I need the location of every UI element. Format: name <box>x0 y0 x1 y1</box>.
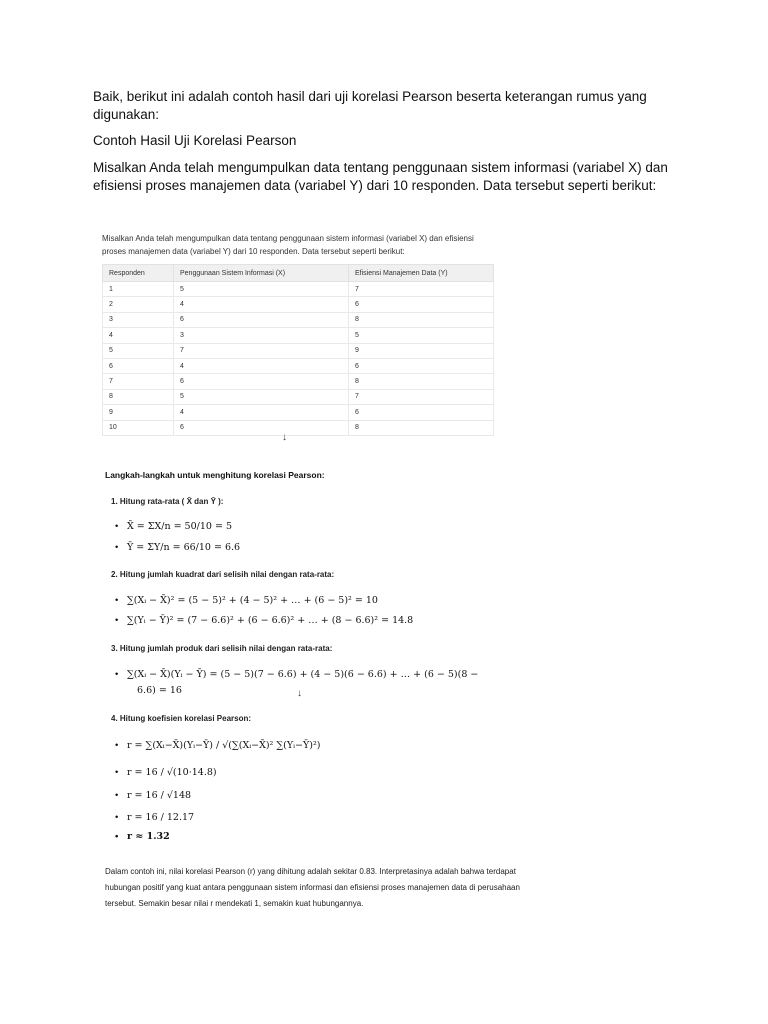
cell-x: 3 <box>174 328 349 343</box>
header-responden: Responden <box>103 265 174 282</box>
conclusion-paragraph: Dalam contoh ini, nilai korelasi Pearson (r) yang dihitung adalah sekitar 0.83. Interpretasinya adalah bahwa terdapat hubungan positif yang kuat antara penggunaan sistem informasi dan efisiensi proses manajemen data di perusahaan tersebut. Semakin besar nilai r mendekati 1, semakin kuat hubungannya. <box>105 867 520 908</box>
step-1-mean-y: • Ȳ = ΣY/n = 66/10 = 6.6 <box>127 542 240 553</box>
cell-y: 6 <box>349 358 494 373</box>
step-3-title: 3. Hitung jumlah produk dari selisih nilai dengan rata-rata: <box>111 644 333 653</box>
cell-responden: 1 <box>103 282 174 297</box>
cell-responden: 2 <box>103 297 174 312</box>
cell-x: 6 <box>174 374 349 389</box>
cell-responden: 10 <box>103 420 174 435</box>
cell-responden: 5 <box>103 343 174 358</box>
cell-x: 7 <box>174 343 349 358</box>
data-table <box>102 264 494 436</box>
cell-responden: 3 <box>103 312 174 327</box>
cell-y: 8 <box>349 312 494 327</box>
step-1-mean-x: • X̄ = ΣX/n = 50/10 = 5 <box>127 521 232 532</box>
table-row <box>103 282 494 297</box>
cell-y: 8 <box>349 374 494 389</box>
cell-y: 9 <box>349 343 494 358</box>
cell-y: 8 <box>349 420 494 435</box>
table-header-row <box>103 265 494 282</box>
table-row <box>103 374 494 389</box>
cell-x: 6 <box>174 420 349 435</box>
cell-x: 5 <box>174 389 349 404</box>
cell-y: 7 <box>349 389 494 404</box>
steps-image-2 <box>97 712 537 920</box>
header-y: Efisiensi Manajemen Data (Y) <box>349 265 494 282</box>
step-4-formula: • r = ∑(Xᵢ−X̄)(Yᵢ−Ȳ) / √(∑(Xᵢ−X̄)² ∑(Yᵢ−Ȳ)²) <box>127 740 321 751</box>
steps-heading: Langkah-langkah untuk menghitung korelasi Pearson: <box>105 470 325 480</box>
cell-x: 4 <box>174 405 349 420</box>
table-row <box>103 420 494 435</box>
step-4-result: • r ≈ 1.32 <box>127 831 170 842</box>
intro-paragraph: Baik, berikut ini adalah contoh hasil dari uji korelasi Pearson beserta keterangan rumus yang digunakan: <box>93 89 647 122</box>
table-caption: Misalkan Anda telah mengumpulkan data tentang penggunaan sistem informasi (variabel X) dan efisiensi proses manajemen data (variabel Y) dari 10 responden. Data tersebut seperti berikut: <box>102 234 474 256</box>
cell-y: 5 <box>349 328 494 343</box>
cell-y: 7 <box>349 282 494 297</box>
cell-responden: 9 <box>103 405 174 420</box>
cell-responden: 7 <box>103 374 174 389</box>
data-description-paragraph: Misalkan Anda telah mengumpulkan data tentang penggunaan sistem informasi (variabel X) dan efisiensi proses manajemen data (variabel Y) dari 10 responden. Data tersebut seperti berikut: <box>93 160 668 193</box>
table-row <box>103 312 494 327</box>
cell-responden: 4 <box>103 328 174 343</box>
step-4-sub2: • r = 16 / √148 <box>127 790 191 801</box>
step-1-title: 1. Hitung rata-rata ( X̄ dan Ȳ ): <box>111 497 224 506</box>
table-row <box>103 297 494 312</box>
table-row <box>103 343 494 358</box>
cell-responden: 8 <box>103 389 174 404</box>
step-4-sub1: • r = 16 / √(10·14.8) <box>127 767 217 778</box>
step-2-title: 2. Hitung jumlah kuadrat dari selisih nilai dengan rata-rata: <box>111 570 335 579</box>
cell-x: 4 <box>174 358 349 373</box>
scroll-down-icon[interactable]: ↓ <box>297 688 302 699</box>
cell-x: 4 <box>174 297 349 312</box>
step-2-sum-x: • ∑(Xᵢ − X̄)² = (5 − 5)² + (4 − 5)² + … + (6 − 5)² = 10 <box>127 595 378 606</box>
cell-x: 6 <box>174 312 349 327</box>
step-4-sub3: • r = 16 / 12.17 <box>127 812 194 823</box>
scroll-down-icon[interactable]: ↓ <box>282 432 287 443</box>
step-2-sum-y: • ∑(Yᵢ − Ȳ)² = (7 − 6.6)² + (6 − 6.6)² + … + (8 − 6.6)² = 14.8 <box>127 615 413 626</box>
table-row <box>103 328 494 343</box>
table-row <box>103 358 494 373</box>
step-4-title: 4. Hitung koefisien korelasi Pearson: <box>111 714 252 723</box>
cell-responden: 6 <box>103 358 174 373</box>
table-body <box>103 282 494 436</box>
cell-x: 5 <box>174 282 349 297</box>
document-subtitle: Contoh Hasil Uji Korelasi Pearson <box>93 133 297 148</box>
cell-y: 6 <box>349 405 494 420</box>
data-table-image <box>96 228 500 456</box>
steps-image <box>97 462 523 712</box>
step-3-product-cont: 6.6) = 16 <box>137 685 182 696</box>
cell-y: 6 <box>349 297 494 312</box>
table-row <box>103 405 494 420</box>
table-row <box>103 389 494 404</box>
header-x: Penggunaan Sistem Informasi (X) <box>174 265 349 282</box>
step-3-product: • ∑(Xᵢ − X̄)(Yᵢ − Ȳ) = (5 − 5)(7 − 6.6) + (4 − 5)(6 − 6.6) + … + (6 − 5)(8 − <box>127 669 478 680</box>
